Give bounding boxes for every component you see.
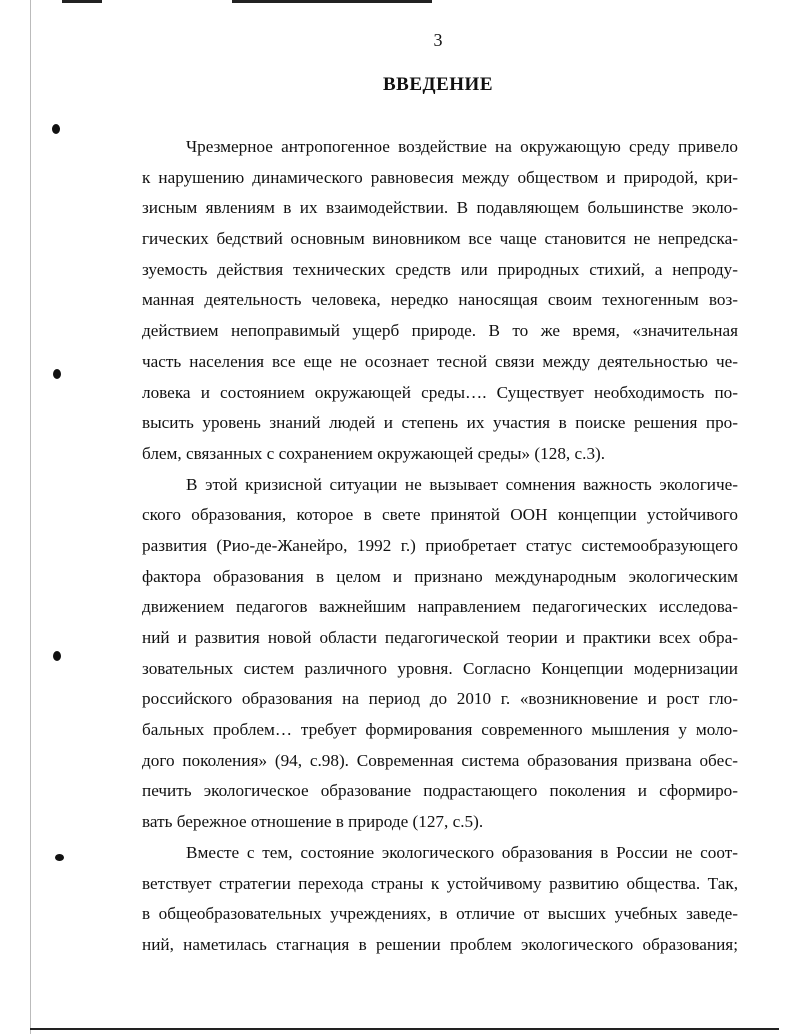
text-line: Вместе с тем, состояние экологического образования в России не соот-	[186, 842, 738, 862]
text-line: зисным явлениям в их взаимодействии. В подавляющем большинстве эколо-	[142, 198, 738, 218]
scan-edge-top-left	[62, 0, 102, 3]
text-line: бальных проблем… требует формирования современного мышления у моло-	[142, 720, 738, 740]
text-line: зуемость действия технических средств или природных стихий, а непроду-	[142, 259, 738, 279]
text-line: гических бедствий основным виновником все чаще становится не непредска-	[142, 229, 738, 249]
text-line: В этой кризисной ситуации не вызывает сомнения важность экологиче-	[186, 474, 738, 494]
text-line: блем, связанных с сохранением окружающей среды» (128, с.3).	[142, 443, 606, 463]
text-line: к нарушению динамического равновесия между обществом и природой, кри-	[142, 167, 738, 187]
text-line: зовательных систем различного уровня. Согласно Концепции модернизации	[142, 658, 738, 678]
scan-edge-bottom	[30, 1028, 779, 1030]
page-title: ВВЕДЕНИЕ	[383, 74, 493, 95]
text-line: развития (Рио-де-Жанейро, 1992 г.) приобретает статус системообразующего	[142, 535, 738, 555]
text-line: манная деятельность человека, нередко наносящая своим техногенным воз-	[142, 290, 738, 310]
text-line: высить уровень знаний людей и степень их участия в поиске решения про-	[142, 413, 738, 433]
text-line: ловека и состоянием окружающей среды…. Существует необходимость по-	[142, 382, 738, 402]
text-line: ского образования, которое в свете принятой ООН концепции устойчивого	[142, 505, 738, 525]
binder-hole-mark	[52, 124, 60, 134]
paragraph-3	[142, 838, 738, 961]
text-line: действием непоправимый ущерб природе. В то же время, «значительная	[142, 321, 738, 341]
text-line: часть населения все еще не осознает тесной связи между деятельностью че-	[142, 351, 738, 371]
text-line: печить экологическое образование подрастающего поколения и сформиро-	[142, 781, 738, 801]
text-line: Чрезмерное антропогенное воздействие на окружающую среду привело	[186, 137, 738, 156]
text-line: ний, наметилась стагнация в решении проблем экологического образования;	[142, 934, 738, 954]
paragraph-2	[142, 470, 738, 838]
scan-edge-top-right	[232, 0, 432, 3]
binder-hole-mark	[55, 854, 64, 861]
text-line: дого поколения» (94, с.98). Современная система образования призвана обес-	[142, 750, 738, 770]
scan-edge-left	[30, 0, 31, 1034]
body-text	[142, 132, 738, 961]
page-number: 3	[433, 30, 443, 50]
binder-hole-mark	[53, 369, 61, 379]
text-line: движением педагогов важнейшим направлением педагогических исследова-	[142, 597, 738, 617]
text-line: российского образования на период до 2010 г. «возникновение и рост гло-	[142, 689, 738, 709]
text-line: в общеобразовательных учреждениях, в отличие от высших учебных заведе-	[142, 904, 738, 924]
text-line: вать бережное отношение в природе (127, с.5).	[142, 812, 484, 832]
text-line: фактора образования в целом и признано международным экологическим	[142, 566, 738, 586]
text-line: ветствует стратегии перехода страны к устойчивому развитию общества. Так,	[142, 873, 738, 893]
text-line: ний и развития новой области педагогической теории и практики всех обра-	[142, 628, 738, 647]
paragraph-1	[142, 132, 738, 470]
binder-hole-mark	[53, 651, 61, 661]
